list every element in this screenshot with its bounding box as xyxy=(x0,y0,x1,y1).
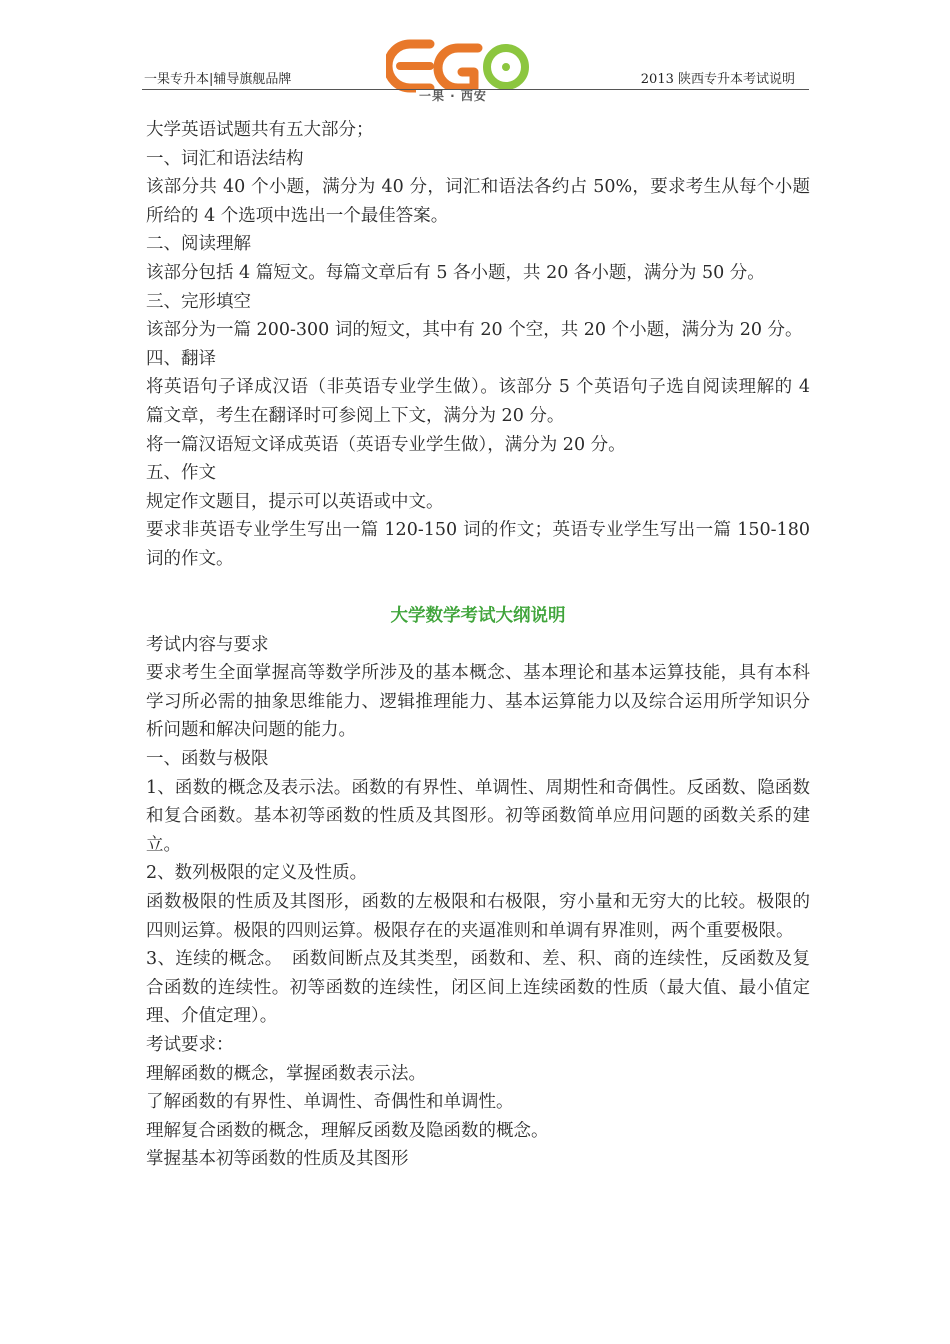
english-heading-vocab: 一、词汇和语法结构 xyxy=(146,148,304,169)
english-translation-desc-2: 将一篇汉语短文译成英语（英语专业学生做），满分为 20 分。 xyxy=(146,434,626,455)
math-limits-desc: 函数极限的性质及其图形，函数的左极限和右极限，穷小量和无穷大的比较。极限的四则运算。极限的四则运算。极限存在的夹逼准则和单调有界准则，两个重要极限。 xyxy=(146,892,810,941)
english-writing-desc-2: 要求非英语专业学生写出一篇 120-150 词的作文；英语专业学生写出一篇 150-180 词的作文。 xyxy=(146,520,810,569)
math-heading-content: 考试内容与要求 xyxy=(146,634,269,655)
english-heading-cloze: 三、完形填空 xyxy=(146,291,251,312)
math-heading-requirements: 考试要求： xyxy=(146,1035,234,1055)
math-item-1: 1、函数的概念及表示法。函数的有界性、单调性、周期性和奇偶性。反函数、隐函数和复合函数。基本初等函数的性质及其图形。初等函数简单应用问题的函数关系的建立。 xyxy=(146,777,810,855)
english-translation-desc-1: 将英语句子译成汉语（非英语专业学生做）。该部分 5 个英语句子选自阅读理解的 4 篇文章，考生在翻译时可参阅上下文，满分为 20 分。 xyxy=(146,377,810,426)
math-requirement-2: 了解函数的有界性、单调性、奇偶性和单调性。 xyxy=(146,1092,514,1113)
header-brand-text: 一果专升本|辅导旗舰品牌 xyxy=(144,72,292,87)
math-requirement-1: 理解函数的概念，掌握函数表示法。 xyxy=(146,1063,426,1084)
english-section xyxy=(146,116,810,574)
math-intro-desc: 要求考生全面掌握高等数学所涉及的基本概念、基本理论和基本运算技能，具有本科学习所必需的抽象思维能力、逻辑推理能力、基本运算能力以及综合运用所学知识分析问题和解决问题的能力。 xyxy=(146,663,810,741)
english-vocab-desc: 该部分共 40 个小题，满分为 40 分，词汇和语法各约占 50%，要求考生从每个小题所给的 4 个选项中选出一个最佳答案。 xyxy=(146,177,810,226)
page-header xyxy=(142,30,809,104)
math-section-title: 大学数学考试大纲说明 xyxy=(390,606,566,627)
section-spacer xyxy=(146,574,810,603)
math-item-2: 2、数列极限的定义及性质。 xyxy=(146,863,368,884)
english-heading-reading: 二、阅读理解 xyxy=(146,234,251,255)
english-writing-desc-1: 规定作文题目，提示可以英语或中文。 xyxy=(146,491,444,512)
math-requirement-4: 掌握基本初等函数的性质及其图形 xyxy=(146,1149,409,1170)
math-requirement-3: 理解复合函数的概念，理解反函数及隐函数的概念。 xyxy=(146,1120,549,1141)
english-intro: 大学英语试题共有五大部分； xyxy=(146,120,374,140)
math-item-3: 3、连续的概念。 函数间断点及其类型，函数和、差、积、商的连续性，反函数及复合函数的连续性。初等函数的连续性，闭区间上连续函数的性质（最大值、最小值定理、介值定理）。 xyxy=(146,949,810,1027)
math-section xyxy=(146,602,810,1174)
header-doc-title: 2013 陕西专升本考试说明 xyxy=(640,72,795,87)
document-body xyxy=(146,116,810,1174)
english-heading-writing: 五、作文 xyxy=(146,463,216,484)
english-cloze-desc: 该部分为一篇 200-300 词的短文，其中有 20 个空，共 20 个小题，满分为 20 分。 xyxy=(146,320,803,341)
math-heading-functions: 一、函数与极限 xyxy=(146,749,269,770)
header-divider xyxy=(142,89,809,90)
english-reading-desc: 该部分包括 4 篇短文。每篇文章后有 5 各小题，共 20 各小题，满分为 50 分。 xyxy=(146,262,765,283)
logo-subtitle: 一果 · 西安 xyxy=(416,89,490,103)
english-heading-translation: 四、翻译 xyxy=(146,348,216,369)
